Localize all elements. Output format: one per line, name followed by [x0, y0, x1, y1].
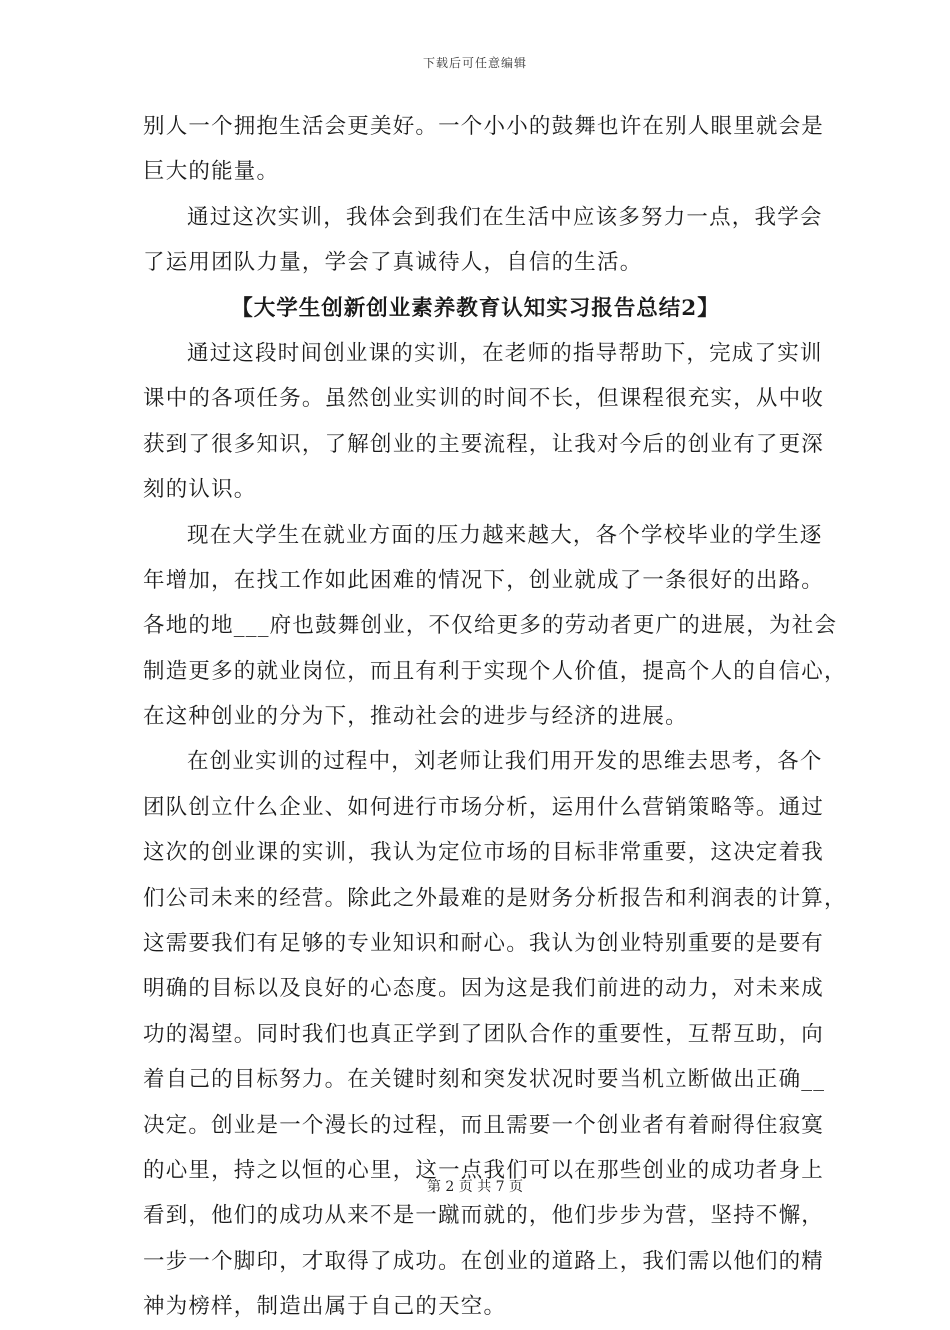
text-line: 着自己的目标努力。在关键时刻和突发状况时要当机立断做出正确__ [143, 1067, 826, 1093]
text-line: 一步一个脚印，才取得了成功。在创业的道路上，我们需以他们的精 [143, 1248, 825, 1274]
text-line: 团队创立什么企业、如何进行市场分析，运用什么营销策略等。通过 [143, 794, 825, 820]
text-line: 课中的各项任务。虽然创业实训的时间不长，但课程很充实，从中收 [143, 386, 825, 412]
text-line: 这需要我们有足够的专业知识和耐心。我认为创业特别重要的是要有 [143, 931, 825, 957]
paragraph-start-line: 在创业实训的过程中，刘老师让我们用开发的思维去思考，各个 [187, 749, 823, 775]
text-line: 了运用团队力量，学会了真诚待人，自信的生活。 [143, 250, 643, 276]
paragraph-start-line: 通过这段时间创业课的实训，在老师的指导帮助下，完成了实训 [187, 340, 823, 366]
text-line: 这次的创业课的实训，我认为定位市场的目标非常重要，这决定着我 [143, 840, 825, 866]
text-line: 的心里，持之以恒的心里，这一点我们可以在那些创业的成功者身上 [143, 1157, 825, 1183]
text-line: 巨大的能量。 [143, 159, 280, 185]
text-line: 神为榜样，制造出属于自己的天空。 [143, 1294, 507, 1320]
text-line: 决定。创业是一个漫长的过程，而且需要一个创业者有着耐得住寂寞 [143, 1112, 825, 1138]
paragraph-start-line: 通过这次实训，我体会到我们在生活中应该多努力一点，我学会 [187, 204, 823, 230]
text-line: 们公司未来的经营。除此之外最难的是财务分析报告和利润表的计算， [143, 885, 847, 911]
text-line: 在这种创业的分为下，推动社会的进步与经济的进展。 [143, 704, 688, 730]
text-line: 别人一个拥抱生活会更美好。一个小小的鼓舞也许在别人眼里就会是 [143, 114, 825, 139]
text-line: 功的渴望。同时我们也真正学到了团队合作的重要性，互帮互助，向 [143, 1021, 825, 1047]
section-heading: 【大学生创新创业素养教育认知实习报告总结2】 [231, 295, 720, 321]
text-line: 明确的目标以及良好的心态度。因为这是我们前进的动力，对未来成 [143, 976, 825, 1002]
paragraph-start-line: 现在大学生在就业方面的压力越来越大，各个学校毕业的学生逐 [187, 522, 823, 548]
text-line: 各地的地___府也鼓舞创业，不仅给更多的劳动者更广的进展，为社会 [143, 613, 838, 639]
text-line: 刻的认识。 [143, 477, 257, 503]
text-line: 获到了很多知识，了解创业的主要流程，让我对今后的创业有了更深 [143, 431, 825, 457]
text-line: 看到，他们的成功从来不是一蹴而就的，他们步步为营，坚持不懈， [143, 1203, 825, 1229]
document-body [143, 104, 847, 1330]
page-number: 第 2 页 共 7 页 [426, 1179, 524, 1195]
page-header-note: 下载后可任意编辑 [422, 56, 527, 70]
text-line: 制造更多的就业岗位，而且有利于实现个人价值，提高个人的自信心， [143, 658, 847, 684]
text-line: 年增加，在找工作如此困难的情况下，创业就成了一条很好的出路。 [143, 567, 825, 593]
